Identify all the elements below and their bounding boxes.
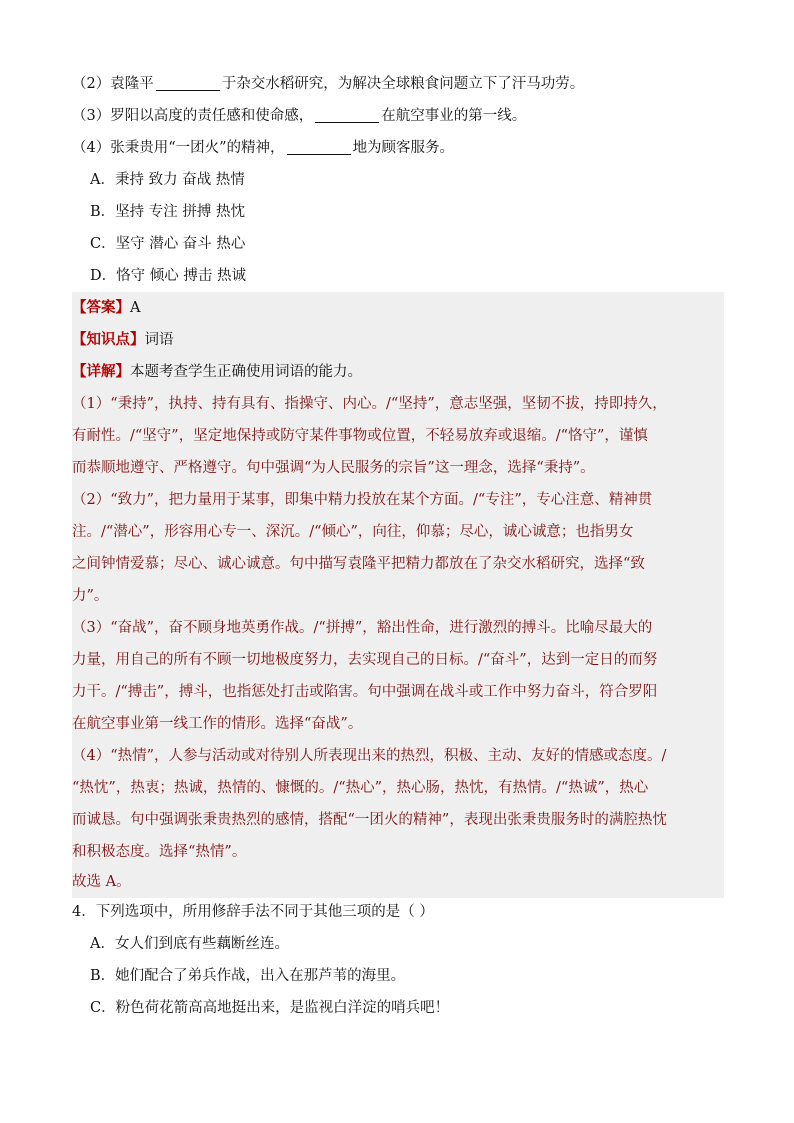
final-answer-line: 故选 A。 bbox=[72, 874, 131, 890]
detail-line: 在航空事业第一线工作的情形。选择“奋战”。 bbox=[72, 716, 363, 732]
answer-blank bbox=[156, 72, 220, 91]
detail-line: “热忱”，热衷；热诚，热情的、慷慨的。/“热心”，热心肠，热忱，有热情。/“热诚”，热心 bbox=[72, 780, 649, 796]
knowledge-value: 词语 bbox=[144, 332, 174, 348]
detail-line: 之间钟情爱慕；尽心、诚心诚意。句中描写袁隆平把精力都放在了杂交水稻研究，选择“致 bbox=[72, 556, 645, 572]
detail-line: （1）“秉持”，执持、持有具有、指操守、内心。/“坚持”，意志坚强，坚韧不拔，持即持久， bbox=[72, 396, 667, 412]
q4-option-b: B．她们配合了弟兵作战，出入在那芦苇的海里。 bbox=[90, 968, 406, 984]
question-line-2: （2）袁隆平 于杂交水稻研究，为解决全球粮食问题立下了汗马功劳。 bbox=[72, 68, 724, 100]
answer-row bbox=[72, 292, 724, 324]
question-line-4: （4）张秉贵用“一团火”的精神， 地为顾客服务。 bbox=[72, 132, 724, 164]
answer-blank bbox=[315, 104, 379, 123]
detail-line: 而诚恳。句中强调张秉贵热烈的感情，搭配“一团火的精神”，表现出张秉贵服务时的满腔热忱 bbox=[72, 812, 667, 828]
detail-line: 有耐性。/“坚守”，坚定地保持或防守某件事物或位置，不轻易放弃或退缩。/“恪守”，谨慎 bbox=[72, 428, 648, 444]
detail-line: （3）“奋战”，奋不顾身地英勇作战。/“拼搏”，豁出性命，进行激烈的搏斗。比喻尽最大的 bbox=[72, 620, 653, 636]
detail-line: 和积极态度。选择“热情”。 bbox=[72, 844, 247, 860]
answer-explanation bbox=[72, 292, 724, 898]
option-b: B．坚持 专注 拼搏 热忱 bbox=[90, 204, 245, 220]
answer-value: A bbox=[130, 300, 141, 316]
q4-option-a: A．女人们到底有些藕断丝连。 bbox=[90, 936, 289, 952]
option-a: A．秉持 致力 奋战 热情 bbox=[90, 172, 245, 188]
detail-line: 力干。/“搏击”，搏斗，也指惩处打击或陷害。句中强调在战斗或工作中努力奋斗，符合罗阳 bbox=[72, 684, 658, 700]
detail-line: （4）“热情”，人参与活动或对待别人所表现出来的热烈，积极、主动、友好的情感或态度。/ bbox=[72, 748, 667, 764]
knowledge-label: 【知识点】 bbox=[72, 331, 145, 348]
answer-blank bbox=[287, 136, 351, 155]
detail-line: （2）“致力”，把力量用于某事，即集中精力投放在某个方面。/“专注”，专心注意、精神贯 bbox=[72, 492, 653, 508]
detail-line: 注。/“潜心”，形容用心专一、深沉。/“倾心”，向往，仰慕；尽心，诚心诚意；也指男女 bbox=[72, 524, 634, 540]
question-line-3: （3）罗阳以高度的责任感和使命感， 在航空事业的第一线。 bbox=[72, 100, 724, 132]
detail-label: 【详解】 bbox=[72, 363, 130, 380]
option-d: D．恪守 倾心 搏击 热诚 bbox=[90, 268, 246, 284]
detail-value: 本题考查学生正确使用词语的能力。 bbox=[130, 364, 362, 380]
detail-line: 力”。 bbox=[72, 588, 109, 604]
option-c: C．坚守 潜心 奋斗 热心 bbox=[90, 236, 246, 252]
detail-line: 力量，用自己的所有不顾一切地极度努力，去实现自己的日标。/“奋斗”，达到一定日的而努 bbox=[72, 652, 658, 668]
knowledge-row bbox=[72, 324, 724, 356]
detail-row bbox=[72, 356, 724, 388]
detail-line: 而恭顺地遵守、严格遵守。句中强调“为人民服务的宗旨”这一理念，选择“秉持”。 bbox=[72, 460, 595, 476]
answer-label: 【答案】 bbox=[72, 299, 130, 316]
q4-option-c: C．粉色荷花箭高高地挺出来，是监视白洋淀的哨兵吧！ bbox=[90, 1000, 450, 1016]
question-4-stem: 4．下列选项中，所用修辞手法不同于其他三项的是（ ） bbox=[72, 904, 434, 920]
